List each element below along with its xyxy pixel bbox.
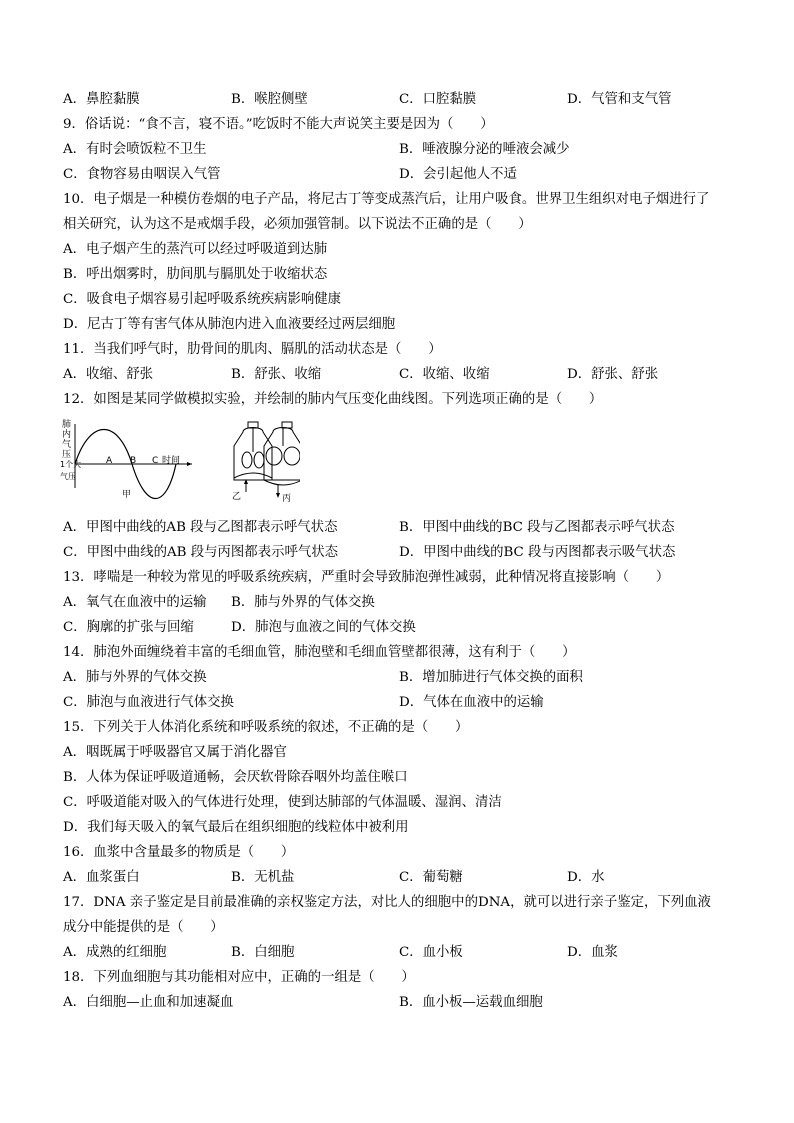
q15-option-c: C．呼吸道能对吸入的气体进行处理，使到达肺部的气体温暖、湿润、清洁 — [63, 795, 502, 810]
q17-option-d: D．血浆 — [567, 945, 618, 960]
time-axis-arrow — [187, 462, 192, 466]
point-c-label: C — [152, 456, 159, 466]
q14-option-a: A．肺与外界的气体交换 — [63, 670, 207, 685]
x-axis-label: 时间 — [162, 456, 181, 466]
q16-option-c: C．葡萄糖 — [399, 870, 463, 885]
q12-option-c: C．甲图中曲线的AB 段与丙图都表示呼气状态 — [63, 545, 339, 560]
q18-option-a: A．白细胞—止血和加速凝血 — [63, 995, 234, 1010]
q17-option-b: B．白细胞 — [231, 945, 295, 960]
q13-option-a: A．氧气在血液中的运输 — [63, 595, 207, 610]
q18-stem: 18．下列血细胞与其功能相对应中，正确的一组是（ ） — [63, 970, 415, 985]
q10-option-b: B．呼出烟雾时，肋间肌与膈肌处于收缩状态 — [63, 267, 328, 282]
q9-option-d: D．会引起他人不适 — [399, 167, 517, 182]
q10-option-c: C．吸食电子烟容易引起呼吸系统疾病影响健康 — [63, 292, 342, 307]
q15-option-d: D．我们每天吸入的氧气最后在组织细胞的线粒体中被利用 — [63, 820, 409, 835]
point-b-label: B — [130, 456, 137, 466]
q16-option-b: B．无机盐 — [231, 870, 295, 885]
q9-option-b: B．唾液腺分泌的唾液会减少 — [399, 142, 570, 157]
q10-stem-line1: 10．电子烟是一种模仿卷烟的电子产品，将尼古丁等变成蒸汽后，让用户吸食。世界卫生组织对电子烟进行了 — [63, 192, 710, 207]
q16-stem: 16．血浆中含量最多的物质是（ ） — [63, 845, 295, 860]
point-a-label: A — [106, 456, 113, 466]
bell-jar-bing — [264, 422, 300, 498]
q9-stem: 9．俗话说：“食不言，寝不语。”吃饭时不能大声说笑主要是因为（ ） — [63, 117, 494, 132]
q10-stem-line2: 相关研究，认为这不是戒烟手段，必须加强管制。以下说法不正确的是（ ） — [63, 217, 532, 232]
q9-option-a: A．有时会喷饭粒不卫生 — [63, 142, 207, 157]
jar-yi-label: 乙 — [232, 492, 242, 502]
q12-option-d: D．甲图中曲线的BC 段与丙图都表示吸气状态 — [399, 545, 676, 560]
baseline-label: 1个大 — [60, 460, 82, 469]
q13-option-c: C．胸廓的扩张与回缩 — [63, 620, 194, 635]
q13-option-d: D．肺泡与血液之间的气体交换 — [231, 620, 416, 635]
q12-option-b: B．甲图中曲线的BC 段与乙图都表示呼气状态 — [399, 520, 675, 535]
q16-option-a: A．血浆蛋白 — [63, 870, 140, 885]
q8-option-d: D．气管和支气管 — [567, 92, 672, 107]
graph-jia-label: 甲 — [122, 490, 132, 500]
q15-option-a: A．咽既属于呼吸器官又属于消化器官 — [63, 745, 287, 760]
q17-option-a: A．成熟的红细胞 — [63, 945, 167, 960]
q12-figure — [60, 418, 300, 506]
q13-stem: 13．哮喘是一种较为常见的呼吸系统疾病，严重时会导致肺泡弹性减弱，此种情况将直接影响（ ） — [63, 570, 670, 585]
q11-option-c: C．收缩、收缩 — [399, 367, 490, 382]
q8-option-a: A．鼻腔黏膜 — [63, 92, 140, 107]
q11-stem: 11．当我们呼气时，肋骨间的肌肉、膈肌的活动状态是（ ） — [63, 342, 442, 357]
q14-option-c: C．肺泡与血液进行气体交换 — [63, 695, 234, 710]
q10-option-a: A．电子烟产生的蒸汽可以经过呼吸道到达肺 — [63, 242, 328, 257]
q10-option-d: D．尼古丁等有害气体从肺泡内进入血液要经过两层细胞 — [63, 317, 396, 332]
q11-option-d: D．舒张、舒张 — [567, 367, 659, 382]
q16-option-d: D．水 — [567, 870, 605, 885]
q15-stem: 15．下列关于人体消化系统和呼吸系统的叙述，不正确的是（ ） — [63, 720, 469, 735]
q15-option-b: B．人体为保证呼吸道通畅，会厌软骨除吞咽外均盖住喉口 — [63, 770, 408, 785]
q17-option-c: C．血小板 — [399, 945, 463, 960]
y-axis-label-4: 压 — [62, 450, 72, 460]
y-axis-label-3: 气 — [62, 440, 72, 450]
baseline-label-2: 气压 — [60, 472, 76, 481]
q11-option-b: B．舒张、收缩 — [231, 367, 322, 382]
q12-option-a: A．甲图中曲线的AB 段与乙图都表示呼气状态 — [63, 520, 338, 535]
q17-stem-line1: 17．DNA 亲子鉴定是目前最准确的亲权鉴定方法，对比人的细胞中的DNA，就可以进行亲子鉴定，下列血液 — [63, 895, 711, 910]
q18-option-b: B．血小板—运载血细胞 — [399, 995, 543, 1010]
q8-option-c: C．口腔黏膜 — [399, 92, 477, 107]
jar-bing-label: 丙 — [282, 494, 292, 504]
q14-stem: 14．肺泡外面缠绕着丰富的毛细血管，肺泡壁和毛细血管壁都很薄，这有利于（ ） — [63, 645, 576, 660]
q17-stem-line2: 成分中能提供的是（ ） — [63, 920, 224, 935]
q9-option-c: C．食物容易由咽误入气管 — [63, 167, 221, 182]
q11-option-a: A．收缩、舒张 — [63, 367, 154, 382]
q14-option-b: B．增加肺进行气体交换的面积 — [399, 670, 583, 685]
q8-option-b: B．喉腔侧壁 — [231, 92, 308, 107]
y-axis-label-2: 内 — [62, 430, 72, 440]
y-axis-label-1: 肺 — [62, 420, 72, 430]
q14-option-d: D．气体在血液中的运输 — [399, 695, 544, 710]
q12-stem: 12．如图是某同学做模拟实验，并绘制的肺内气压变化曲线图。下列选项正确的是（ ） — [63, 392, 603, 407]
q13-option-b: B．肺与外界的气体交换 — [231, 595, 375, 610]
